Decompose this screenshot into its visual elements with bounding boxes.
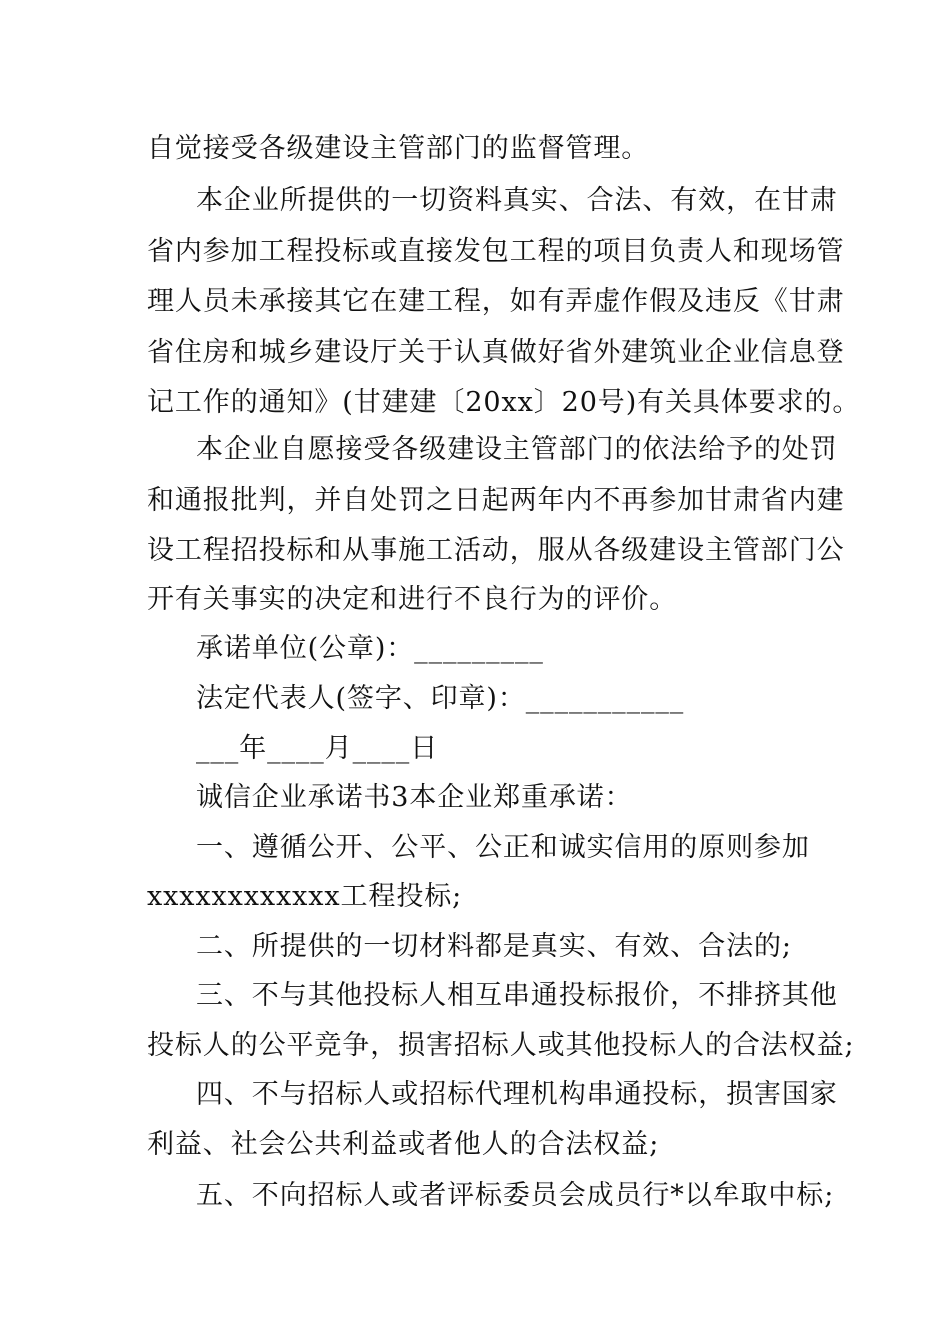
legal-representative-line: 法定代表人(签字、印章)：___________ (196, 683, 685, 714)
date-line: ___年____月____日 (196, 733, 439, 764)
paragraph-line: 记工作的通知》(甘建建〔20xx〕20号)有关具体要求的。 (147, 387, 861, 418)
paragraph-line: 开有关事实的决定和进行不良行为的评价。 (147, 584, 678, 615)
list-item: 二、所提供的一切材料都是真实、有效、合法的; (196, 931, 792, 962)
paragraph-line: 设工程招投标和从事施工活动，服从各级建设主管部门公 (147, 535, 845, 566)
list-item: 三、不与其他投标人相互串通投标报价，不排挤其他 (196, 980, 838, 1011)
paragraph-line: 省内参加工程投标或直接发包工程的项目负责人和现场管 (147, 236, 845, 267)
list-item: 一、遵循公开、公平、公正和诚实信用的原则参加 (196, 832, 810, 863)
paragraph-line: 和通报批判，并自处罚之日起两年内不再参加甘肃省内建 (147, 485, 845, 516)
list-item: 五、不向招标人或者评标委员会成员行*以牟取中标; (196, 1180, 835, 1211)
signature-unit-line: 承诺单位(公章)：_________ (196, 633, 544, 664)
paragraph-line: 自觉接受各级建设主管部门的监督管理。 (147, 133, 650, 164)
list-item-continuation: 投标人的公平竞争，损害招标人或其他投标人的合法权益; (147, 1030, 855, 1061)
section-heading: 诚信企业承诺书3本企业郑重承诺： (196, 782, 633, 813)
list-item: 四、不与招标人或招标代理机构串通投标，损害国家 (196, 1079, 838, 1110)
list-item-continuation: xxxxxxxxxxxx工程投标; (147, 881, 463, 912)
list-item-continuation: 利益、社会公共利益或者他人的合法权益; (147, 1129, 660, 1160)
paragraph-line: 省住房和城乡建设厅关于认真做好省外建筑业企业信息登 (147, 337, 845, 368)
paragraph-line: 理人员未承接其它在建工程，如有弄虚作假及违反《甘肃 (147, 286, 845, 317)
paragraph-line: 本企业所提供的一切资料真实、合法、有效，在甘肃 (196, 185, 838, 216)
paragraph-line: 本企业自愿接受各级建设主管部门的依法给予的处罚 (196, 434, 838, 465)
